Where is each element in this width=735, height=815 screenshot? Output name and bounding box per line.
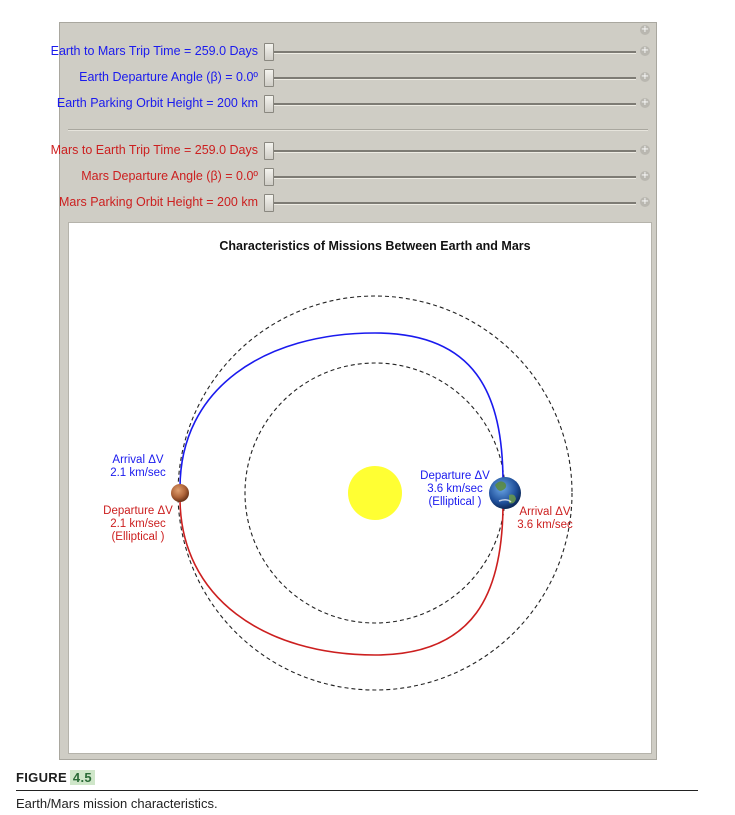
mars-trip-time-label: Mars to Earth Trip Time = 259.0 Days bbox=[50, 143, 258, 157]
earth-parking-orbit-control bbox=[56, 94, 658, 114]
earth-parking-orbit-plus-icon[interactable]: + bbox=[640, 97, 650, 108]
earth-parking-orbit-slider-track[interactable] bbox=[266, 103, 636, 106]
earth-planet bbox=[489, 477, 521, 509]
earth-departure-angle-slider-thumb[interactable] bbox=[264, 69, 274, 87]
earth-departure-dv-value: 3.6 km/sec bbox=[427, 483, 483, 495]
orbit-plot bbox=[68, 222, 652, 754]
mars-departure-angle-plus-icon[interactable]: + bbox=[640, 170, 650, 181]
control-panel bbox=[50, 22, 657, 760]
mars-arrival-dv-value: 2.1 km/sec bbox=[110, 467, 166, 479]
mars-departure-dv-value: 2.1 km/sec bbox=[110, 518, 166, 530]
figure-number: 4.5 bbox=[70, 770, 95, 785]
mars-trip-time-slider-thumb[interactable] bbox=[264, 142, 274, 160]
figure-word: FIGURE bbox=[16, 770, 67, 785]
earth-trip-time-label: Earth to Mars Trip Time = 259.0 Days bbox=[50, 44, 258, 58]
mars-arrival-dv-label: Arrival ΔV bbox=[112, 454, 164, 466]
figure-label bbox=[16, 770, 95, 785]
mars-departure-type: (Elliptical ) bbox=[111, 531, 165, 543]
earth-trip-time-control bbox=[50, 42, 658, 62]
earth-trip-time-slider-thumb[interactable] bbox=[264, 43, 274, 61]
controls-divider bbox=[68, 129, 648, 131]
earth-departure-dv-label: Departure ΔV bbox=[420, 470, 490, 482]
earth-parking-orbit-slider-thumb[interactable] bbox=[264, 95, 274, 113]
orbit-diagram bbox=[69, 223, 651, 753]
earth-to-mars-trajectory bbox=[180, 333, 503, 488]
plot-title: Characteristics of Missions Between Earth and Mars bbox=[219, 239, 531, 253]
earth-departure-type: (Elliptical ) bbox=[428, 496, 482, 508]
mars-trip-time-slider-track[interactable] bbox=[266, 150, 636, 153]
mars-planet bbox=[171, 484, 189, 502]
earth-departure-angle-label: Earth Departure Angle (β) = 0.0º bbox=[79, 70, 258, 84]
mars-parking-orbit-slider-track[interactable] bbox=[266, 202, 636, 205]
mars-departure-angle-label: Mars Departure Angle (β) = 0.0º bbox=[81, 169, 258, 183]
mars-parking-orbit-control bbox=[60, 193, 658, 213]
mars-parking-orbit-label: Mars Parking Orbit Height = 200 km bbox=[58, 195, 258, 209]
earth-departure-angle-control bbox=[60, 68, 658, 88]
caption-rule bbox=[16, 790, 698, 791]
mars-departure-dv-label: Departure ΔV bbox=[103, 505, 173, 517]
mars-departure-angle-control bbox=[60, 167, 658, 187]
earth-arrival-dv-label: Arrival ΔV bbox=[519, 506, 571, 518]
mars-parking-orbit-plus-icon[interactable]: + bbox=[640, 196, 650, 207]
mars-trip-time-plus-icon[interactable]: + bbox=[640, 144, 650, 155]
earth-departure-angle-slider-track[interactable] bbox=[266, 77, 636, 80]
mars-departure-angle-slider-thumb[interactable] bbox=[264, 168, 274, 186]
mars-to-earth-trajectory bbox=[180, 498, 503, 655]
earth-trip-time-slider-track[interactable] bbox=[266, 51, 636, 54]
earth-arrival-dv-value: 3.6 km/sec bbox=[517, 519, 573, 531]
mars-departure-angle-slider-track[interactable] bbox=[266, 176, 636, 179]
earth-parking-orbit-label: Earth Parking Orbit Height = 200 km bbox=[56, 96, 258, 110]
expand-plus-icon[interactable]: + bbox=[640, 24, 650, 35]
earth-trip-time-plus-icon[interactable]: + bbox=[640, 45, 650, 56]
figure-caption: Earth/Mars mission characteristics. bbox=[16, 796, 218, 811]
mars-trip-time-control bbox=[50, 141, 658, 161]
earth-departure-angle-plus-icon[interactable]: + bbox=[640, 71, 650, 82]
sun bbox=[348, 466, 402, 520]
mars-parking-orbit-slider-thumb[interactable] bbox=[264, 194, 274, 212]
